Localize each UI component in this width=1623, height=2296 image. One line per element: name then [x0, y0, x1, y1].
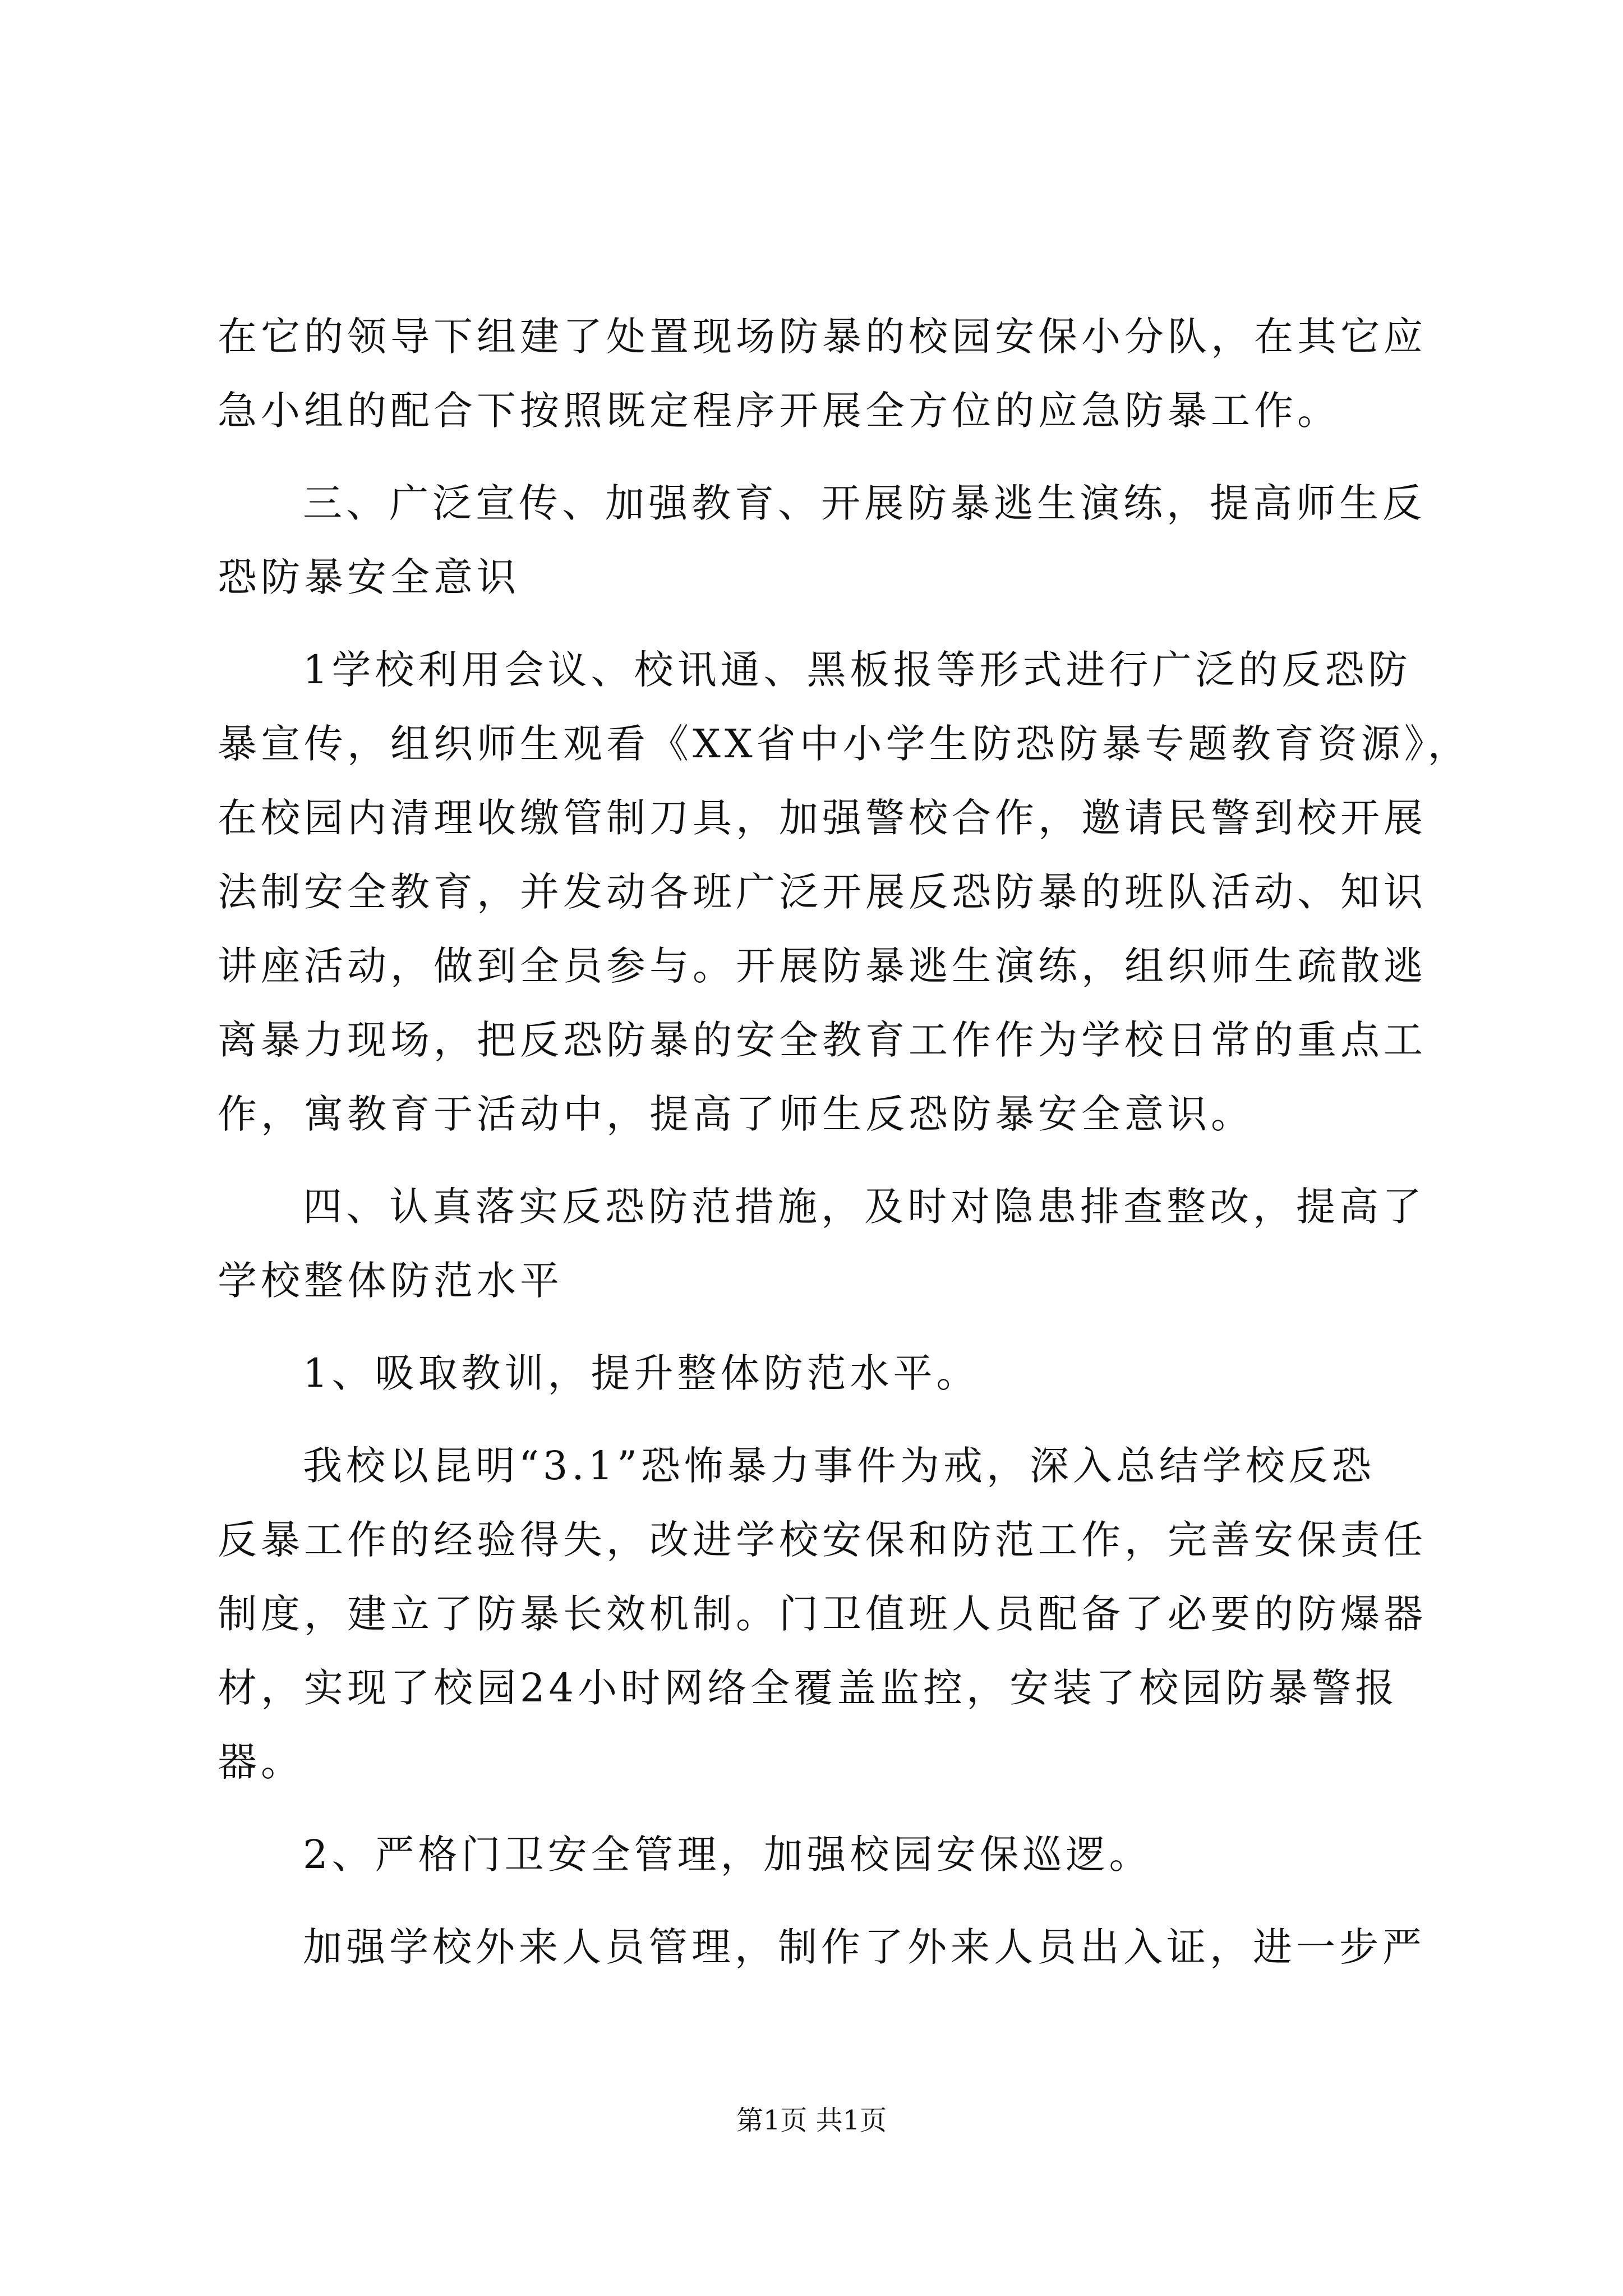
body-line: 离暴力现场，把反恐防暴的安全教育工作作为学校日常的重点工: [218, 1017, 1427, 1063]
body-line: 在校园内清理收缴管制刀具，加强警校合作，邀请民警到校开展: [218, 795, 1427, 841]
section-heading-line: 三、广泛宣传、加强教育、开展防暴逃生演练，提高师生反: [303, 480, 1426, 526]
section-heading-line: 学校整体防范水平: [218, 1258, 563, 1304]
body-line: 1学校利用会议、校讯通、黑板报等形式进行广泛的反恐防: [303, 647, 1412, 693]
section-heading-line: 恐防暴安全意识: [218, 554, 520, 600]
subheading-line: 2、严格门卫安全管理，加强校园安保巡逻。: [303, 1832, 1152, 1878]
subheading-line: 1、吸取教训，提升整体防范水平。: [303, 1350, 980, 1396]
body-line: 急小组的配合下按照既定程序开展全方位的应急防暴工作。: [218, 388, 1340, 434]
body-line: 反暴工作的经验得失，改进学校安保和防范工作，完善安保责任: [218, 1517, 1427, 1563]
body-line: 加强学校外来人员管理，制作了外来人员出入证，进一步严: [303, 1924, 1426, 1970]
body-line: 制度，建立了防暴长效机制。门卫值班人员配备了必要的防爆器: [218, 1591, 1427, 1637]
body-line: 暴宣传，组织师生观看《XX省中小学生防恐防暴专题教育资源》，: [218, 721, 1471, 767]
section-heading-line: 四、认真落实反恐防范措施，及时对隐患排查整改，提高了: [303, 1184, 1426, 1230]
page-footer: 第1页 共1页: [736, 2105, 887, 2136]
body-line: 作，寓教育于活动中，提高了师生反恐防暴安全意识。: [218, 1091, 1254, 1137]
body-line: 法制安全教育，并发动各班广泛开展反恐防暴的班队活动、知识: [218, 869, 1427, 915]
body-line: 我校以昆明“3.1”恐怖暴力事件为戒，深入总结学校反恐: [303, 1443, 1375, 1489]
body-line: 讲座活动，做到全员参与。开展防暴逃生演练，组织师生疏散逃: [218, 943, 1427, 989]
body-line: 材，实现了校园24小时网络全覆盖监控，安装了校园防暴警报: [218, 1665, 1399, 1711]
body-line: 在它的领导下组建了处置现场防暴的校园安保小分队，在其它应: [218, 314, 1427, 360]
body-line: 器。: [218, 1739, 304, 1785]
